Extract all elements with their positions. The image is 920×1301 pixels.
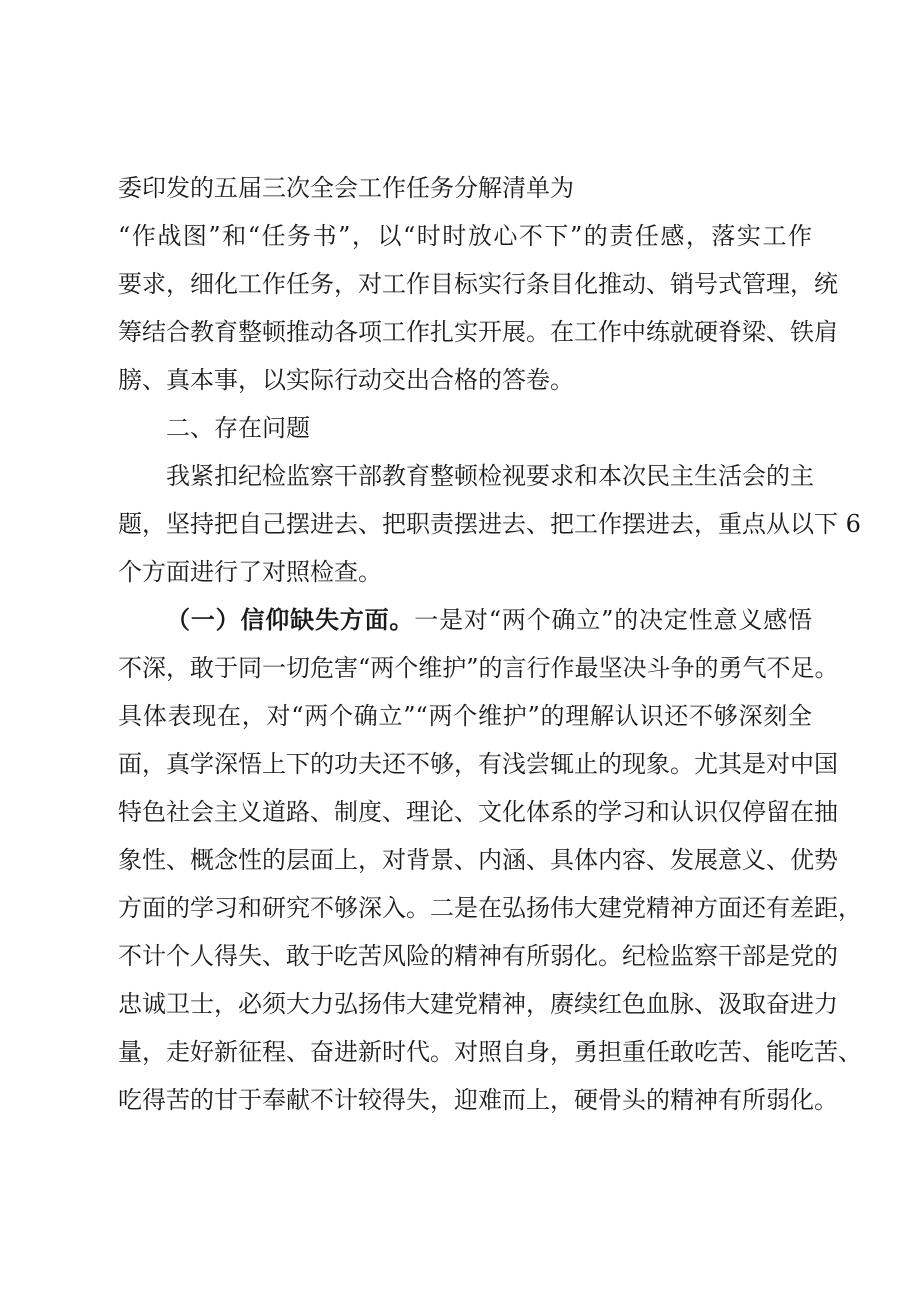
section-heading: 二、存在问题	[166, 414, 310, 442]
subsection-first-line	[166, 604, 812, 636]
body-line: 不深，敢于同一切危害“两个维护”的言行作最坚决斗争的勇气不足。	[118, 654, 839, 682]
body-line: 方面的学习和研究不够深入。二是在弘扬伟大建党精神方面还有差距，	[118, 894, 862, 922]
body-line: 特色社会主义道路、制度、理论、文化体系的学习和认识仅停留在抽	[118, 798, 838, 826]
subsection-first-line-text: 一是对“两个确立”的决定性意义感悟	[414, 606, 813, 634]
body-line: 不计个人得失、敢于吃苦风险的精神有所弱化。纪检监察干部是党的	[118, 942, 838, 970]
subsection-title: （一）信仰缺失方面。	[166, 605, 415, 634]
body-line: 面，真学深悟上下的功夫还不够，有浅尝辄止的现象。尤其是对中国	[118, 750, 838, 778]
paragraph-line: 要求，细化工作任务，对工作目标实行条目化推动、销号式管理，统	[118, 270, 838, 298]
body-line: 量，走好新征程、奋进新时代。对照自身，勇担重任敢吃苦、能吃苦、	[118, 1038, 862, 1066]
paragraph-line: “作战图”和“任务书”，以“时时放心不下”的责任感，落实工作	[118, 222, 812, 250]
body-line: 吃得苦的甘于奉献不计较得失，迎难而上，硬骨头的精神有所弱化。	[118, 1086, 838, 1114]
paragraph-line: 膀、真本事，以实际行动交出合格的答卷。	[118, 366, 574, 394]
body-line: 具体表现在，对“两个确立”“两个维护”的理解认识还不够深刻全	[118, 702, 812, 730]
intro-line: 个方面进行了对照检查。	[118, 558, 382, 586]
paragraph-line: 委印发的五届三次全会工作任务分解清单为	[118, 174, 574, 202]
body-line: 象性、概念性的层面上，对背景、内涵、具体内容、发展意义、优势	[118, 846, 838, 874]
body-line: 忠诚卫士，必须大力弘扬伟大建党精神，赓续红色血脉、汲取奋进力	[118, 990, 838, 1018]
intro-line: 我紧扣纪检监察干部教育整顿检视要求和本次民主生活会的主	[166, 462, 814, 490]
paragraph-line: 筹结合教育整顿推动各项工作扎实开展。在工作中练就硬脊梁、铁肩	[118, 318, 838, 346]
intro-line: 题，坚持把自己摆进去、把职责摆进去、把工作摆进去，重点从以下 6	[118, 510, 861, 538]
